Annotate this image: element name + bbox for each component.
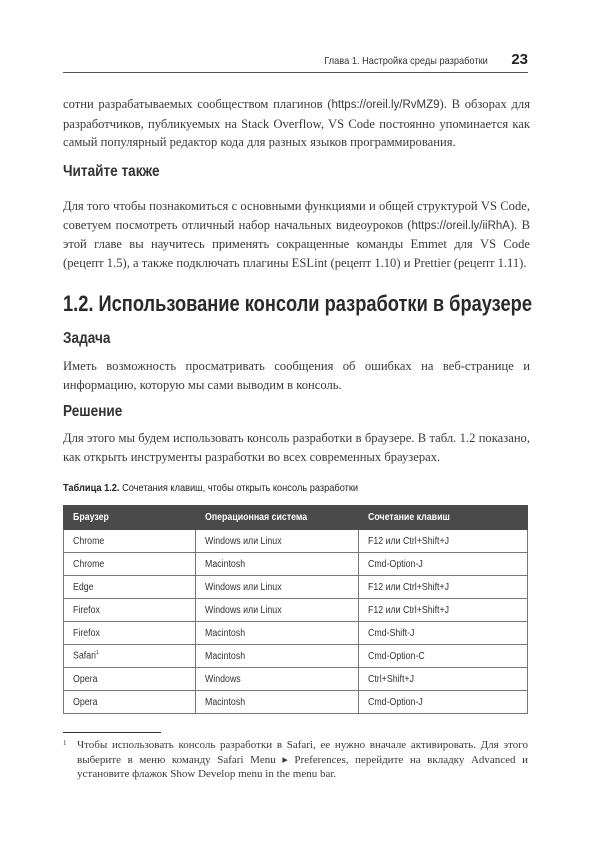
table-cell: Windows или Linux (196, 576, 359, 599)
table-header-row (64, 506, 528, 530)
table-cell: F12 или Ctrl+Shift+J (359, 599, 528, 622)
table-cell: Chrome (64, 553, 196, 576)
see-also-heading: Читайте также (63, 163, 160, 180)
task-text: Иметь возможность просматривать сообщения об ошибках на веб-странице и информацию, которую мы сами выводим в консоль. (63, 359, 530, 392)
table-cell: Cmd-Option-J (359, 691, 528, 714)
text: ). В этой главе вы научитесь применять сокращенные команды Emmet для VS Code (рецепт 1.5), а также подключать плагины ESLint (рецепт 1.10) и Prettier (рецепт 1.11). (63, 217, 530, 270)
table-cell: Cmd-Shift-J (359, 622, 528, 645)
column-header: Операционная система (196, 506, 359, 530)
table-cell: Opera (64, 691, 196, 714)
table-cell: Macintosh (196, 691, 359, 714)
table-cell: Edge (64, 576, 196, 599)
link[interactable]: https://oreil.ly/iiRhA (411, 219, 510, 232)
running-header (63, 50, 528, 73)
table-caption (63, 482, 474, 494)
table-cell: F12 или Ctrl+Shift+J (359, 530, 528, 553)
table-cell: Ctrl+Shift+J (359, 668, 528, 691)
table-row (64, 553, 528, 576)
table-cell: Opera (64, 668, 196, 691)
table-cell: Windows или Linux (196, 599, 359, 622)
table-row (64, 530, 528, 553)
text: ). В обзорах для разработчиков, публикуемых на Stack Overflow, VS Code постоянно упоминается как самый популярный редактор кода для разных языков программирования. (63, 97, 530, 149)
table-cell: Cmd-Option-J (359, 553, 528, 576)
table-row (64, 622, 528, 645)
caption-label: Таблица 1.2. (63, 482, 120, 494)
footnote (63, 738, 528, 782)
chapter-title: Глава 1. Настройка среды разработки (324, 55, 488, 67)
caption-text: Сочетания клавиш, чтобы открыть консоль разработки (119, 482, 359, 494)
table-cell: Macintosh (196, 645, 359, 668)
table-row (64, 645, 528, 668)
link[interactable]: https://oreil.ly/RvMZ9 (331, 99, 440, 111)
table-cell: Safari$^1$ (64, 645, 196, 668)
intro-paragraph (63, 95, 530, 152)
column-header: Браузер (64, 506, 196, 530)
table-cell: Cmd-Option-C (359, 645, 528, 668)
section-title: 1.2. Использование консоли разработки в браузере (63, 291, 532, 316)
solution-heading: Решение (63, 403, 123, 420)
table-row (64, 691, 528, 714)
footnote-divider (63, 732, 161, 733)
task-heading: Задача (63, 330, 111, 347)
table-cell: Chrome (64, 530, 196, 553)
table-cell: Macintosh (196, 622, 359, 645)
table-cell: Windows (196, 668, 359, 691)
table-cell: Macintosh (196, 553, 359, 576)
see-also-paragraph (63, 197, 530, 272)
solution-text: Для этого мы будем использовать консоль разработки в браузере. В табл. 1.2 показано, как открыть инструменты разработки во всех современных браузерах. (63, 431, 530, 464)
table-cell: F12 или Ctrl+Shift+J (359, 576, 528, 599)
footnote-ref[interactable]: 1 (95, 650, 99, 657)
text: сотни разрабатываемых сообществом плагинов ( (63, 97, 332, 111)
table-row (64, 576, 528, 599)
text: Для того чтобы познакомиться с основными функциями и общей структурой VS Code, советуем посмотреть отличный набор начальных видеоуроков ( (63, 199, 530, 232)
table-cell: Firefox (64, 622, 196, 645)
footnote-mark: 1 (63, 739, 67, 747)
table-row (64, 668, 528, 691)
footnote-text: Чтобы использовать консоль разработки в Safari, ее нужно вначале активировать. Для этого выберите в меню команду Safari Menu ▸ Preferences, перейдите на вкладку Advanced и установите флажок Show Develop menu in the menu bar. (77, 739, 528, 780)
table-cell: Windows или Linux (196, 530, 359, 553)
column-header: Сочетание клавиш (359, 506, 528, 530)
table-cell: Firefox (64, 599, 196, 622)
page-number: 23 (511, 51, 528, 68)
shortcuts-table (63, 505, 528, 714)
table-row (64, 599, 528, 622)
